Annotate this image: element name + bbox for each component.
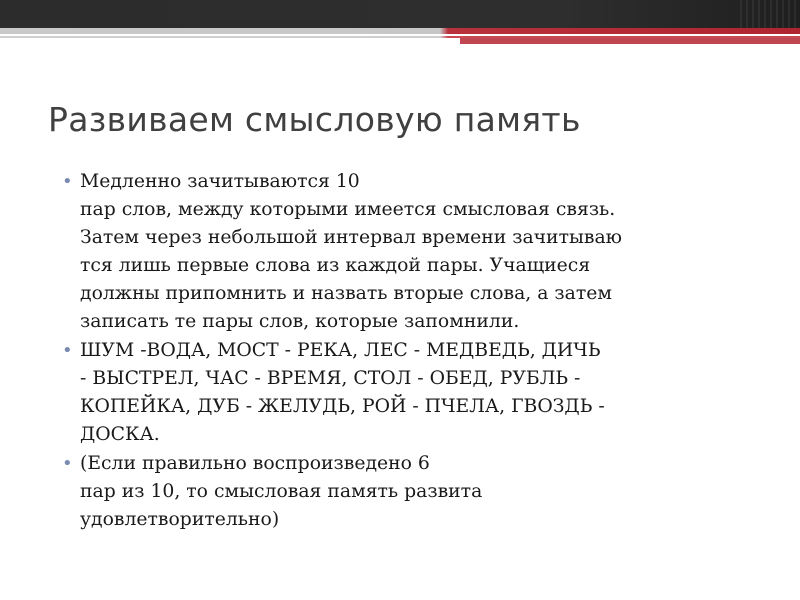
bullet-item-word-pairs <box>62 337 762 449</box>
text-line: ШУМ -ВОДА, МОСТ - РЕКА, ЛЕС - МЕДВЕДЬ, ДИЧЬ <box>80 340 601 361</box>
bullet-item-evaluation <box>62 450 762 534</box>
text-line: пар слов, между которыми имеется смысловая связь. <box>80 199 616 220</box>
text-line: - ВЫСТРЕЛ, ЧАС - ВРЕМЯ, СТОЛ - ОБЕД, РУБЛЬ - <box>80 368 581 389</box>
text-line: (Если правильно воспроизведено 6 <box>80 453 430 474</box>
text-line: должны припомнить и назвать вторые слова, а затем <box>80 283 612 304</box>
bullet-icon: • <box>62 340 73 361</box>
slide-title: Развиваем смысловую память <box>48 100 581 139</box>
text-line: удовлетворительно) <box>80 509 280 530</box>
top-dark-band <box>0 0 800 28</box>
bullet-list <box>62 168 762 535</box>
bullet-item-instructions <box>62 168 762 336</box>
bullet-icon: • <box>62 171 73 192</box>
text-line: КОПЕЙКА, ДУБ - ЖЕЛУДЬ, РОЙ - ПЧЕЛА, ГВОЗДЬ - <box>80 396 605 417</box>
text-line: тся лишь первые слова из каждой пары. Учащиеся <box>80 255 591 276</box>
text-line: ДОСКА. <box>80 424 160 445</box>
text-line: Медленно зачитываются 10 <box>80 171 360 192</box>
top-accent-band <box>0 28 800 34</box>
text-line: записать те пары слов, которые запомнили. <box>80 311 520 332</box>
text-line: Затем через небольшой интервал времени зачитываю <box>80 227 623 248</box>
text-line: пар из 10, то смысловая память развита <box>80 481 483 502</box>
bullet-icon: • <box>62 453 73 474</box>
top-red-accent <box>460 38 800 44</box>
